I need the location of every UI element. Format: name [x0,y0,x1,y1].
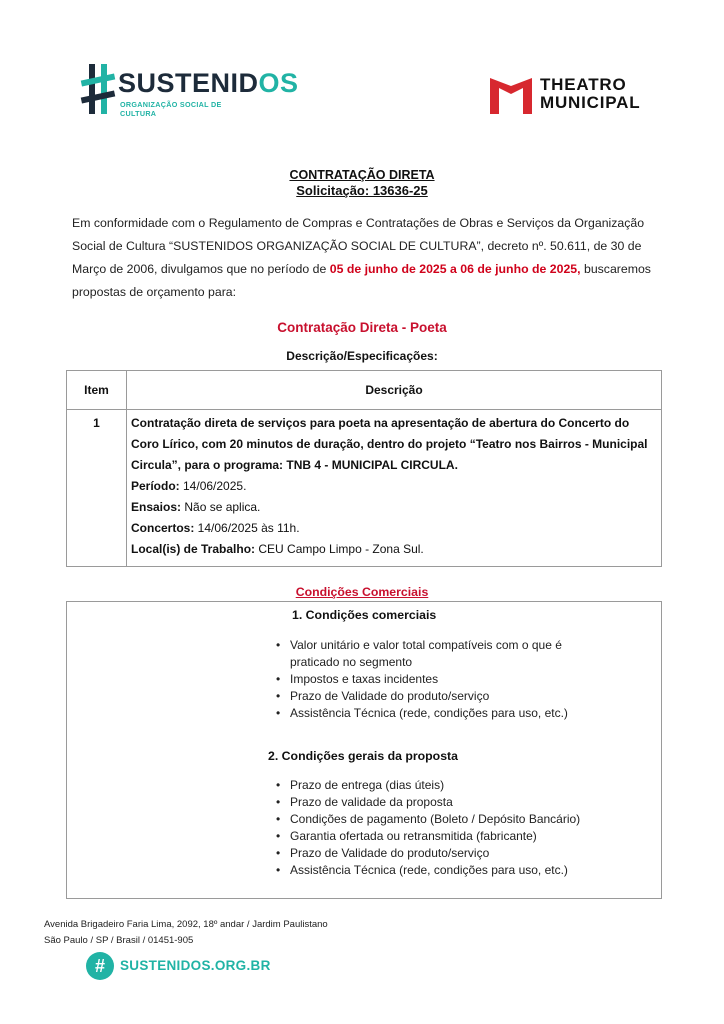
spec-heading: Descrição/Especificações: [286,349,438,363]
list-item: • Prazo de Validade do produto/serviço [272,688,592,705]
item-number: 1 [67,410,127,567]
list-item: • Assistência Técnica (rede, condições para uso, etc.) [272,705,592,722]
conditions-title: Condições Comerciais [295,585,429,599]
list-item: • Prazo de Validade do produto/serviço [272,845,592,862]
ensaios-line: Ensaios: Não se aplica. [131,500,261,514]
list-item: • Valor unitário e valor total compatíveis com o que é praticado no segmento [272,637,592,671]
col-desc-header: Descrição [127,371,662,410]
item-description [127,410,662,567]
intro-paragraph: Em conformidade com o Regulamento de Compras e Contratações de Obras e Serviços da Organização Social de Cultura “SUSTENIDOS ORGANIZAÇÃO SOCIAL DE CULTURA”, decreto nº. 50.611, de 30 de Março de 2006, divulgamos que no período de 05 de junho de 2025 a 06 de junho de 2025, buscaremos propostas de orçamento para: [72,216,651,299]
periodo-line: Período: 14/06/2025. [131,479,247,493]
sustenidos-wordmark: SUSTENIDOS [118,68,299,98]
sustenidos-logo [80,62,299,120]
request-number: Solicitação: 13636-25 [296,183,428,198]
hash-logo-icon [80,62,116,116]
footer-address-1: Avenida Brigadeiro Faria Lima, 2092, 18º andar / Jardim Paulistano [44,919,328,930]
doc-title: CONTRATAÇÃO DIRETA [289,168,435,182]
local-line: Local(is) de Trabalho: CEU Campo Limpo - Zona Sul. [131,542,424,556]
table-header-row [67,371,662,410]
section-title: Contratação Direta - Poeta [277,320,447,335]
conditions-heading-1: 1. Condições comerciais [292,608,437,622]
table-row [67,410,662,567]
theatro-municipal-logo [490,74,660,118]
list-item: • Garantia ofertada ou retransmitida (fabricante) [272,828,592,845]
conditions-heading-2: 2. Condições gerais da proposta [268,749,458,763]
list-item: • Condições de pagamento (Boleto / Depósito Bancário) [272,811,592,828]
footer-url[interactable]: SUSTENIDOS.ORG.BR [120,958,271,973]
list-item: • Impostos e taxas incidentes [272,671,592,688]
footer-logo [86,952,271,982]
concertos-line: Concertos: 14/06/2025 às 11h. [131,521,300,535]
list-item: • Assistência Técnica (rede, condições para uso, etc.) [272,862,592,879]
period-highlight: 05 de junho de 2025 a 06 de junho de 2025, [329,262,581,276]
list-item: • Prazo de validade da proposta [272,794,592,811]
spec-table [66,370,662,567]
list-item: • Prazo de entrega (dias úteis) [272,777,592,794]
col-item-header: Item [67,371,127,410]
description-text: Contratação direta de serviços para poeta na apresentação de abertura do Concerto do Coro Lírico, com 20 minutos de duração, dentro do projeto “Teatro nos Bairros - Municipal Circula”, para o programa: TNB 4 - MUNICIPAL CIRCULA. [131,416,648,472]
sustenidos-subtitle: ORGANIZAÇÃO SOCIAL DE CULTURA [120,100,222,118]
footer-address-2: São Paulo / SP / Brasil / 01451-905 [44,935,194,946]
conditions-list-2 [272,777,592,879]
conditions-list-1 [272,637,592,722]
hash-circle-icon: # [86,952,114,980]
theatro-arch-icon [490,74,532,114]
theatro-wordmark: THEATRO MUNICIPAL [540,75,641,112]
